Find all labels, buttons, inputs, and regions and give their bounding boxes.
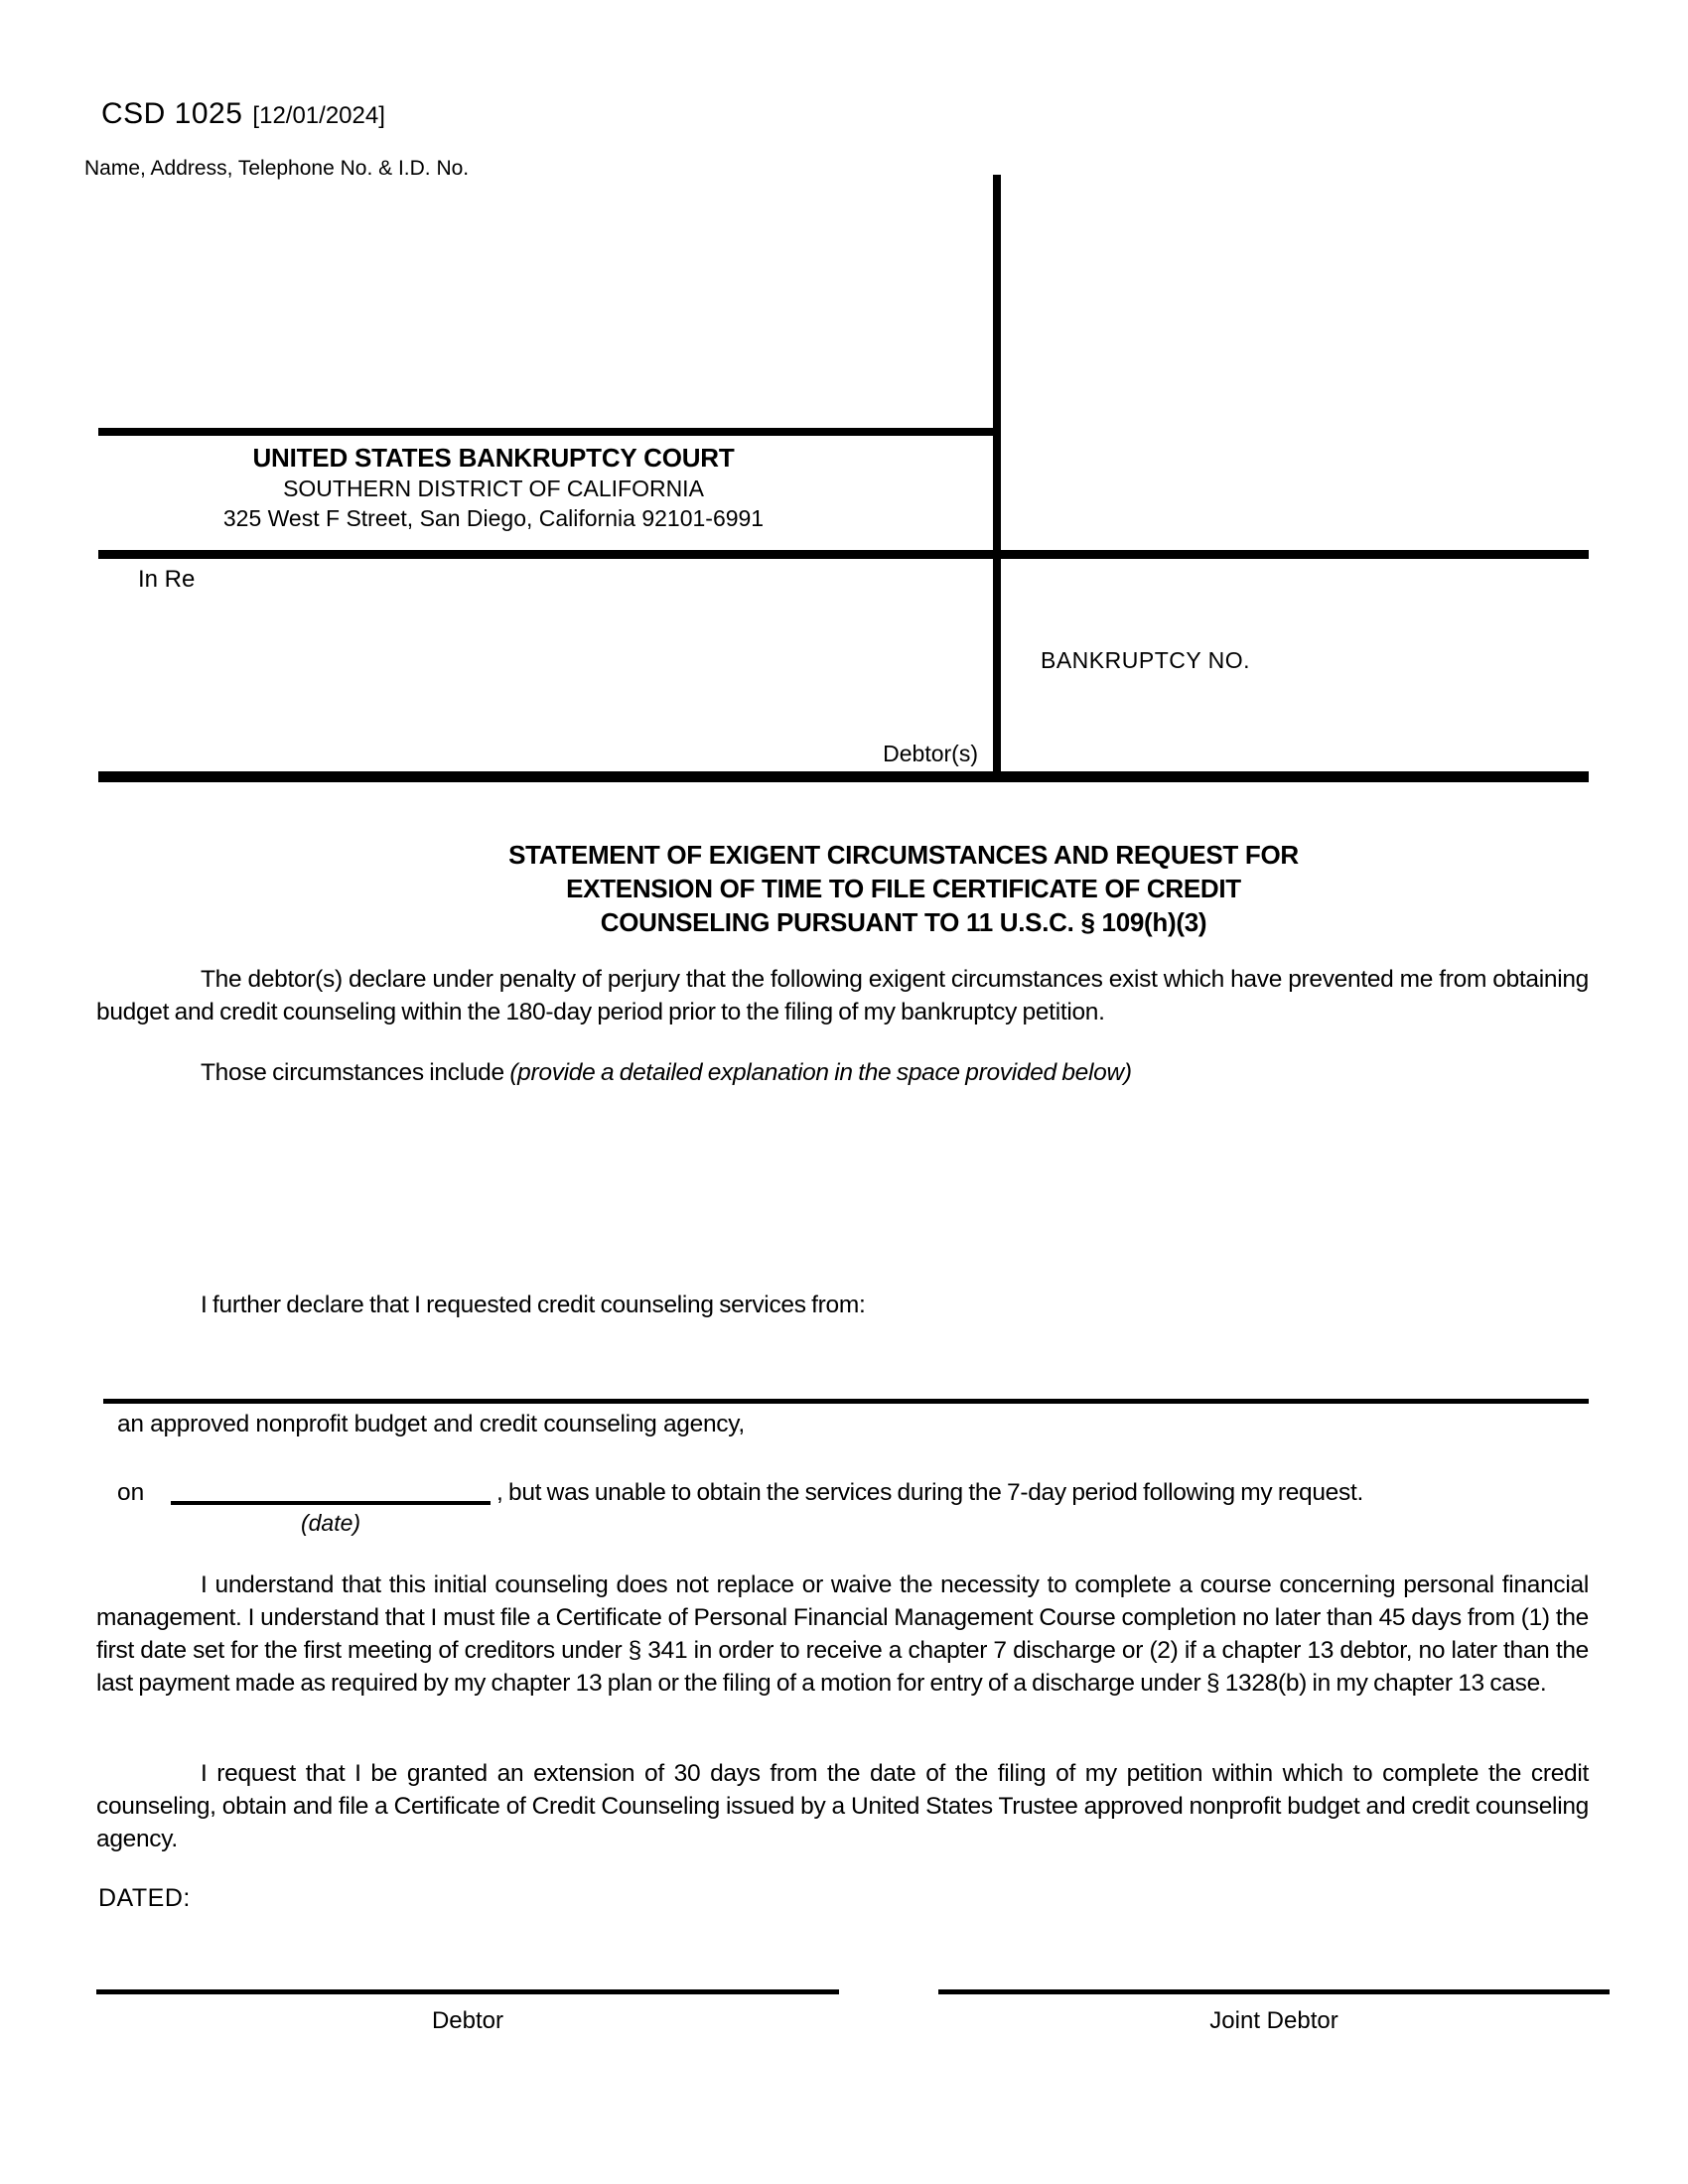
document-title	[218, 838, 1589, 939]
joint-debtor-signature-line	[938, 1989, 1610, 1994]
form-number: CSD 1025	[101, 97, 243, 130]
declaration-paragraph: The debtor(s) declare under penalty of perjury that the following exigent circumstances exist which have prevented me from obtaining budget and credit counseling within the 180-day period prior to the filing of my bankruptcy petition.	[96, 966, 1589, 1025]
further-declare-line: I further declare that I requested credit counseling services from:	[201, 1292, 866, 1318]
court-district: SOUTHERN DISTRICT OF CALIFORNIA	[283, 476, 704, 501]
bankruptcy-no-value-area[interactable]	[1286, 643, 1579, 679]
agency-line: an approved nonprofit budget and credit counseling agency,	[117, 1411, 745, 1437]
dated-label: DATED:	[98, 1884, 191, 1912]
in-re-label: In Re	[138, 566, 196, 593]
caption-bottom-rule	[98, 771, 1589, 782]
title-line-1: STATEMENT OF EXIGENT CIRCUMSTANCES AND REQUEST FOR	[508, 840, 1299, 870]
debtor-signature-line	[96, 1989, 839, 1994]
form-revision-date: [12/01/2024]	[252, 102, 385, 129]
date-blank-line	[171, 1501, 491, 1505]
date-hint: (date)	[300, 1510, 361, 1536]
date-value-area[interactable]	[171, 1467, 491, 1501]
circumstances-note: (provide a detailed explanation in the space provided below)	[509, 1059, 1132, 1086]
agency-name-rule	[103, 1399, 1589, 1404]
debtor-signature-area[interactable]	[96, 1936, 839, 1987]
court-address: 325 West F Street, San Diego, California 92101-6991	[222, 505, 765, 531]
circumstances-intro: Those circumstances include	[201, 1059, 510, 1086]
debtors-label: Debtor(s)	[883, 741, 978, 766]
form-number-line	[101, 97, 385, 131]
dated-value-area[interactable]	[209, 1878, 705, 1918]
title-line-2: EXTENSION OF TIME TO FILE CERTIFICATE OF CREDIT	[566, 874, 1241, 903]
joint-debtor-signature-label: Joint Debtor	[1209, 2007, 1338, 2034]
agency-name-area[interactable]	[103, 1330, 1589, 1396]
title-line-3: COUNSELING PURSUANT TO 11 U.S.C. § 109(h)(3)	[600, 907, 1207, 937]
debtor-name-area[interactable]	[138, 608, 977, 732]
caption-top-rule	[98, 550, 1589, 559]
court-name: UNITED STATES BANKRUPTCY COURT	[252, 443, 735, 473]
court-header	[98, 441, 889, 533]
bankruptcy-no-label: BANKRUPTCY NO.	[1041, 647, 1251, 673]
court-box-top-border	[98, 428, 999, 436]
debtor-signature-label: Debtor	[431, 2007, 504, 2034]
on-label: on	[117, 1479, 145, 1506]
understand-paragraph: I understand that this initial counseling does not replace or waive the necessity to complete a course concerning personal financial management. I understand that I must file a Certificate of Personal Financial Management Course completion no later than 45 days from (1) the first date set for the first meeting of creditors under § 341 in order to receive a chapter 7 discharge or (2) if a chapter 13 debtor, no later than the last payment made as required by my chapter 13 plan or the filing of a motion for entry of a discharge under § 1328(b) in my chapter 13 case.	[96, 1571, 1589, 1697]
circumstances-line	[96, 1056, 1589, 1089]
name-address-label: Name, Address, Telephone No. & I.D. No.	[84, 157, 470, 180]
unable-text: , but was unable to obtain the services during the 7-day period following my request.	[496, 1479, 1363, 1506]
explanation-area[interactable]	[98, 1092, 1589, 1276]
attorney-info-area[interactable]	[98, 195, 990, 423]
joint-debtor-signature-area[interactable]	[938, 1936, 1610, 1987]
request-paragraph: I request that I be granted an extension of 30 days from the date of the filing of my petition within which to complete the credit counseling, obtain and file a Certificate of Credit Counseling issued by a United States Trustee approved nonprofit budget and credit counseling agency.	[96, 1760, 1589, 1852]
caption-vertical-divider	[993, 175, 1001, 782]
